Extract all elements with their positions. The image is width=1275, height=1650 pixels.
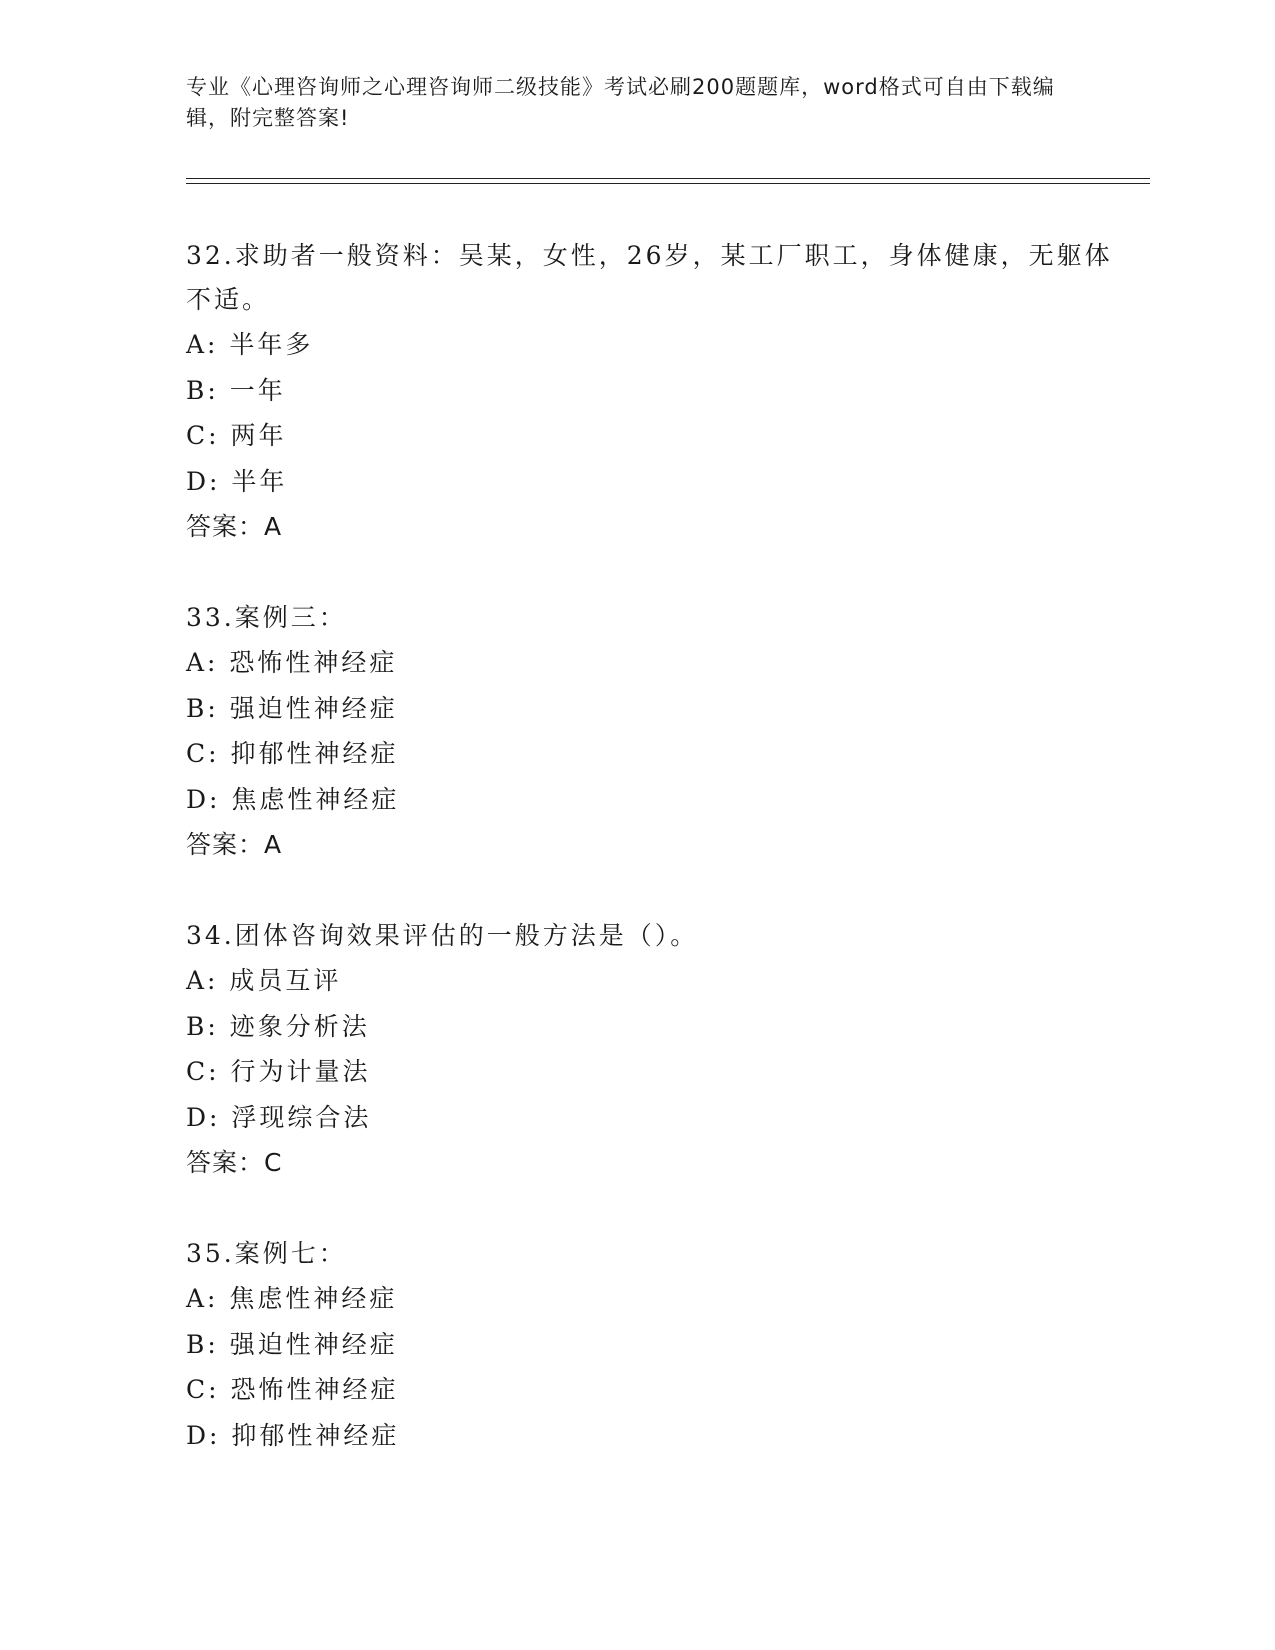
option-c: C: 行为计量法 (186, 1057, 371, 1086)
question-32 (186, 234, 1116, 550)
option-b: B: 强迫性神经症 (186, 1329, 398, 1359)
question-stem: 32.求助者一般资料：吴某，女性，26岁，某工厂职工，身体健康，无躯体不适。 (186, 241, 1113, 314)
option-b: B: 迹象分析法 (186, 1011, 370, 1041)
answer-line: 答案：A (186, 830, 283, 859)
option-a: A: 成员互评 (186, 966, 342, 995)
question-stem: 33.案例三： (186, 603, 347, 632)
option-c: C: 抑郁性神经症 (186, 739, 399, 768)
question-33 (186, 596, 1116, 868)
option-a: A: 恐怖性神经症 (186, 648, 398, 677)
header-rule-bottom (186, 183, 1150, 184)
option-a: A: 半年多 (186, 330, 314, 359)
option-c: C: 恐怖性神经症 (186, 1375, 399, 1404)
answer-line: 答案：A (186, 512, 283, 541)
question-stem: 34.团体咨询效果评估的一般方法是（）。 (186, 921, 699, 950)
option-d: D: 焦虑性神经症 (186, 784, 400, 814)
option-d: D: 半年 (186, 466, 288, 496)
question-34 (186, 914, 1116, 1186)
option-d: D: 浮现综合法 (186, 1102, 372, 1132)
option-c: C: 两年 (186, 421, 287, 450)
question-stem: 35.案例七： (186, 1239, 347, 1268)
option-a: A: 焦虑性神经症 (186, 1284, 398, 1313)
answer-line: 答案：C (186, 1148, 283, 1177)
header-rule-top (186, 178, 1150, 179)
option-b: B: 一年 (186, 375, 286, 405)
document-header: 专业《心理咨询师之心理咨询师二级技能》考试必刷200题题库，word格式可自由下载编辑，附完整答案! (186, 75, 1055, 130)
question-list (186, 234, 1116, 1504)
option-d: D: 抑郁性神经症 (186, 1420, 400, 1450)
question-35 (186, 1232, 1116, 1458)
option-b: B: 强迫性神经症 (186, 693, 398, 723)
